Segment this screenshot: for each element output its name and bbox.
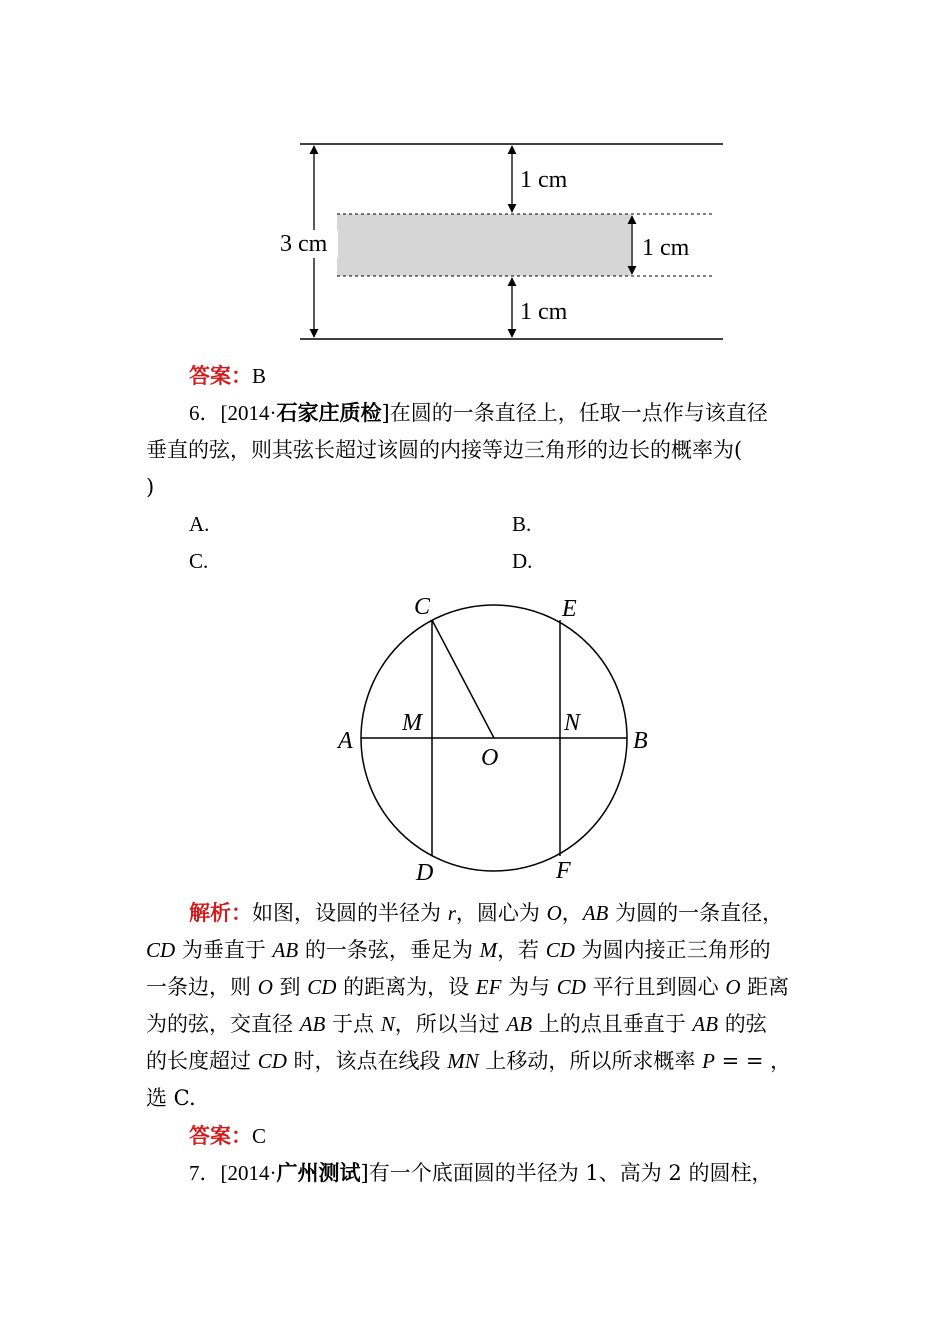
q7-source: 广州测试 xyxy=(276,1160,361,1185)
solution-line-5: 的长度超过 CD 时，该点在线段 MN 上移动，所以所求概率 P = = ， xyxy=(146,1049,792,1073)
circle-figure xyxy=(330,588,660,888)
option-d: D. xyxy=(512,549,533,573)
option-c: C. xyxy=(189,549,209,573)
label-bottom: 1 cm xyxy=(520,299,568,325)
q6-number: 6．[2014· xyxy=(189,401,277,425)
q6-source: 石家庄质检 xyxy=(276,400,382,425)
shaded-region xyxy=(337,214,631,276)
label-mid: 1 cm xyxy=(642,235,690,261)
solution-line-1: 解析：如图，设圆的半径为 r，圆心为 O，AB 为圆的一条直径， xyxy=(189,900,784,925)
q6-text: ]在圆的一条直径上，任取一点作与该直径 xyxy=(381,401,768,425)
solution-line-6: 选 C. xyxy=(146,1086,196,1110)
q7-number: 7．[2014· xyxy=(189,1161,277,1185)
point-m: M xyxy=(402,710,422,736)
solution-line-2: CD 为垂直于 AB 的一条弦，垂足为 M，若 CD 为圆内接正三角形的 xyxy=(146,938,771,962)
point-o: O xyxy=(481,745,499,771)
label-top: 1 cm xyxy=(520,167,568,193)
q7-line-1 xyxy=(189,1159,772,1187)
option-a: A. xyxy=(189,512,210,536)
q6-line-2: 垂直的弦，则其弦长超过该圆的内接等边三角形的边长的概率为( xyxy=(146,438,743,462)
point-e: E xyxy=(562,596,577,622)
point-f: F xyxy=(556,858,571,884)
q6-line-3: ) xyxy=(146,475,155,499)
answer-value: B xyxy=(252,364,267,388)
q6-line-1 xyxy=(189,399,768,427)
solution-line-3: 一条边，则 O 到 CD 的距离为，设 EF 为与 CD 平行且到圆心 O 距离 xyxy=(146,975,790,999)
point-c: C xyxy=(414,594,431,620)
point-a: A xyxy=(338,728,353,754)
strip-figure xyxy=(270,130,730,350)
label-total: 3 cm xyxy=(280,231,328,257)
point-b: B xyxy=(633,728,648,754)
radius-oc xyxy=(432,620,494,738)
solution-line-4: 为的弦，交直径 AB 于点 N，所以当过 AB 上的点且垂直于 AB 的弦 xyxy=(146,1012,767,1036)
answer-line-2 xyxy=(189,1122,266,1150)
answer-value: C xyxy=(252,1124,267,1148)
solution-label: 解析： xyxy=(189,900,252,925)
answer-label: 答案： xyxy=(189,363,252,388)
answer-line-1 xyxy=(189,362,266,390)
option-b: B. xyxy=(512,512,532,536)
point-n: N xyxy=(564,710,581,736)
point-d: D xyxy=(416,860,434,886)
answer-label: 答案： xyxy=(189,1123,252,1148)
q7-text: ]有一个底面圆的半径为 1、高为 2 的圆柱， xyxy=(360,1161,773,1185)
